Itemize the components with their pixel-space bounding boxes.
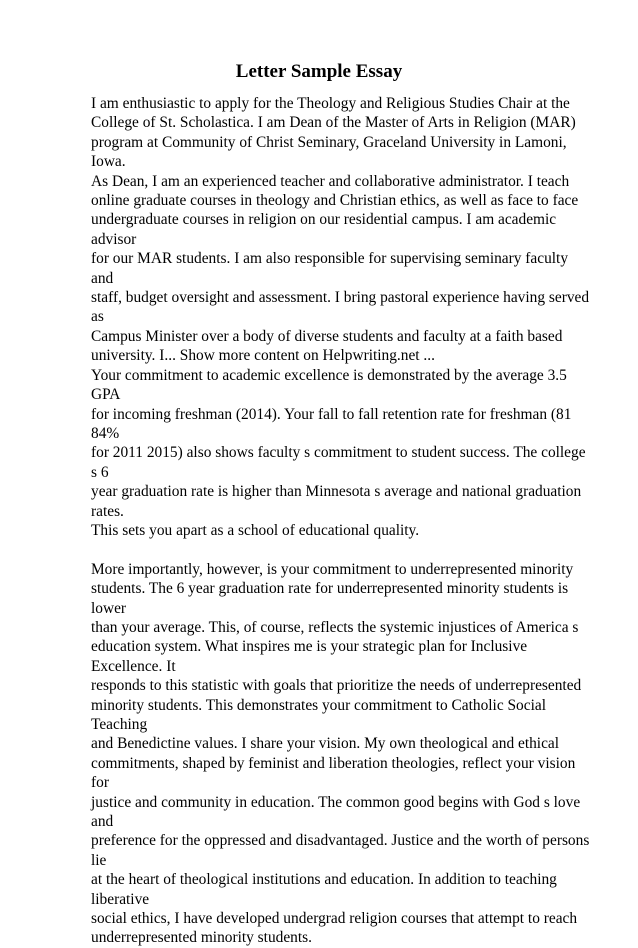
document-title: Letter Sample Essay (235, 61, 403, 82)
paragraph-minority-students: More importantly, however, is your commitment to underrepresented minority students. The 6 year graduation rate for underrepresented minority students is lower than your average. This, of course, reflects the systemic injustices of America s education system. What inspires me is your strategic plan for Inclusive Excellence. It responds to this statistic with goals that prioritize the needs of underrepresented minority students. This demonstrates your commitment to Catholic Social Teaching and Benedictine values. I share your vision. My own theological and ethical commitments, shaped by feminist and liberation theologies, reflect your vision for justice and community in education. The common good begins with God s love and preference for the oppressed and disadvantaged. Justice and the worth of persons lie at the heart of theological institutions and education. In addition to teaching liberative social ethics, I have developed undergrad religion courses that attempt to reach underrepresented minority students. (91, 560, 590, 947)
paragraph-academic-excellence: Your commitment to academic excellence is demonstrated by the average 3.5 GPA for incoming freshman (2014). Your fall to fall retention rate for freshman (81 84% for 2011 2015) also shows faculty s commitment to student success. The college s 6 year graduation rate is higher than Minnesota s average and national graduation rates. This sets you apart as a school of educational quality. (91, 366, 586, 539)
paragraph-intro: I am enthusiastic to apply for the Theology and Religious Studies Chair at the College of St. Scholastica. I am Dean of the Master of Arts in Religion (MAR) program at Community of Christ Seminary, Graceland University in Lamoni, Iowa. As Dean, I am an experienced teacher and collaborative administrator. I teach online graduate courses in theology and Christian ethics, as well as face to face undergraduate courses in religion on our residential campus. I am academic advisor for our MAR students. I am also responsible for supervising seminary faculty and staff, budget oversight and assessment. I bring pastoral experience having served as Campus Minister over a body of diverse students and faculty at a faith based university. I... Show more content on Helpwriting.net ... (91, 95, 590, 365)
document-body (91, 94, 591, 948)
